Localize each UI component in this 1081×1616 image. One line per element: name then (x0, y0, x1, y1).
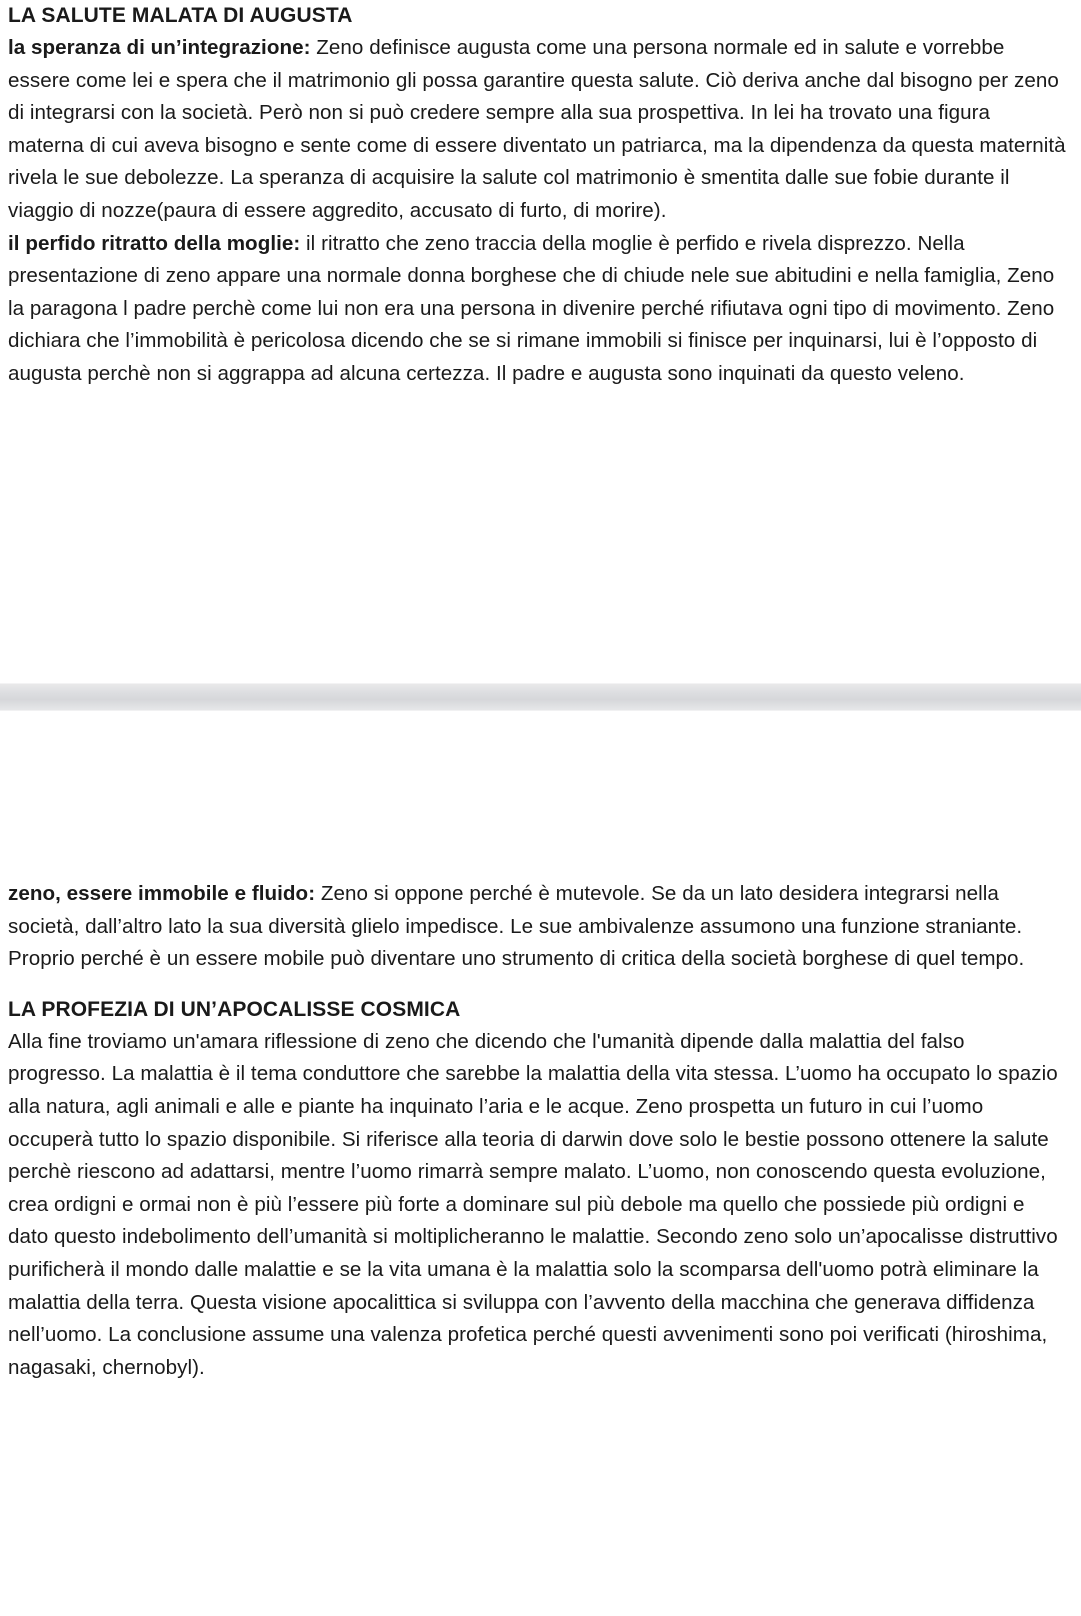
paragraph-body: il ritratto che zeno traccia della moglie è perfido e rivela disprezzo. Nella presentazione di zeno appare una normale donna borghese che di chiude nele sue abitudini e nella famiglia, Zeno la paragona l padre perchè come lui non era una persona in divenire perché rifiutava ogni tipo di movimento. Zeno dichiara che l’immobilità è pericolosa dicendo che se si rimane immobili si finisce per inquinarsi, lui è l’opposto di augusta perchè non si aggrappa ad alcuna certezza. Il padre e augusta sono inquinati da questo veleno. (8, 231, 1055, 385)
paragraph-body: Zeno definisce augusta come una persona normale ed in salute e vorrebbe essere come lei e spera che il matrimonio gli possa garantire questa salute. Ciò deriva anche dal bisogno per zeno di integrarsi con la società. Però non si può credere sempre alla sua prospettiva. In lei ha trovato una figura materna di cui aveva bisogno e sente come di essere diventato un patriarca, ma la dipendenza da questa maternità rivela le sue debolezze. La speranza di acquisire la salute col matrimonio è smentita dalle sue fobie durante il viaggio di nozze(paura di essere aggredito, accusato di furto, di morire). (8, 36, 1066, 222)
paragraph-lead: il perfido ritratto della moglie: (8, 231, 301, 255)
paragraph-body: Zeno si oppone perché è mutevole. Se da un lato desidera integrarsi nella società, dall’altro lato la sua diversità glielo impedisce. Le sue ambivalenze assumono una funzione straniante. Proprio perché è un essere mobile può diventare uno strumento di critica della società borghese di quel tempo. (8, 882, 1025, 971)
paragraph-essere-immobile-fluido (8, 878, 1068, 976)
paragraph-profezia-apocalisse: Alla fine troviamo un'amara riflessione di zeno che dicendo che l'umanità dipende dalla malattia del falso progresso. La malattia è il tema conduttore che sarebbe la malattia della vita stessa. L’uomo ha occupato lo spazio alla natura, agli animali e alle e piante ha inquinato l’aria e le acque. Zeno prospetta un futuro in cui l’uomo occuperà tutto lo spazio disponibile. Si riferisce alla teoria di darwin dove solo le bestie possono ottenere la salute perchè riescono ad adattarsi, mentre l’uomo rimarrà sempre malato. L’uomo, non conoscendo questa evoluzione, crea ordigni e ormai non è più l’essere più forte a dominare sul più debole ma quello che possiede più ordigni e dato questo indebolimento dell’umanità si moltiplicheranno le malattie. Secondo zeno solo un’apocalisse distruttivo purificherà il mondo dalle malattie e se la vita umana è la malattia solo la scomparsa dell'uomo potrà eliminare la malattia della terra. Questa visione apocalittica si sviluppa con l’avvento della macchina che generava diffidenza nell’uomo. La conclusione assume una valenza profetica perché questi avvenimenti sono poi verificati (hiroshima, nagasaki, chernobyl). (8, 1029, 1058, 1379)
paragraph-lead: zeno, essere immobile e fluido: (8, 882, 316, 905)
document-page-2 (8, 878, 1068, 1384)
section-title-profezia: LA PROFEZIA DI UN’APOCALISSE COSMICA (8, 997, 461, 1021)
section-title-salute-malata: LA SALUTE MALATA DI AUGUSTA (8, 4, 353, 27)
document-page-1 (8, 0, 1068, 391)
spacer (8, 976, 1068, 994)
paragraph-speranza-integrazione (8, 32, 1068, 228)
paragraph-perfido-ritratto (8, 228, 1068, 391)
paragraph-lead: la speranza di un’integrazione: (8, 36, 311, 59)
page-divider (0, 683, 1081, 711)
